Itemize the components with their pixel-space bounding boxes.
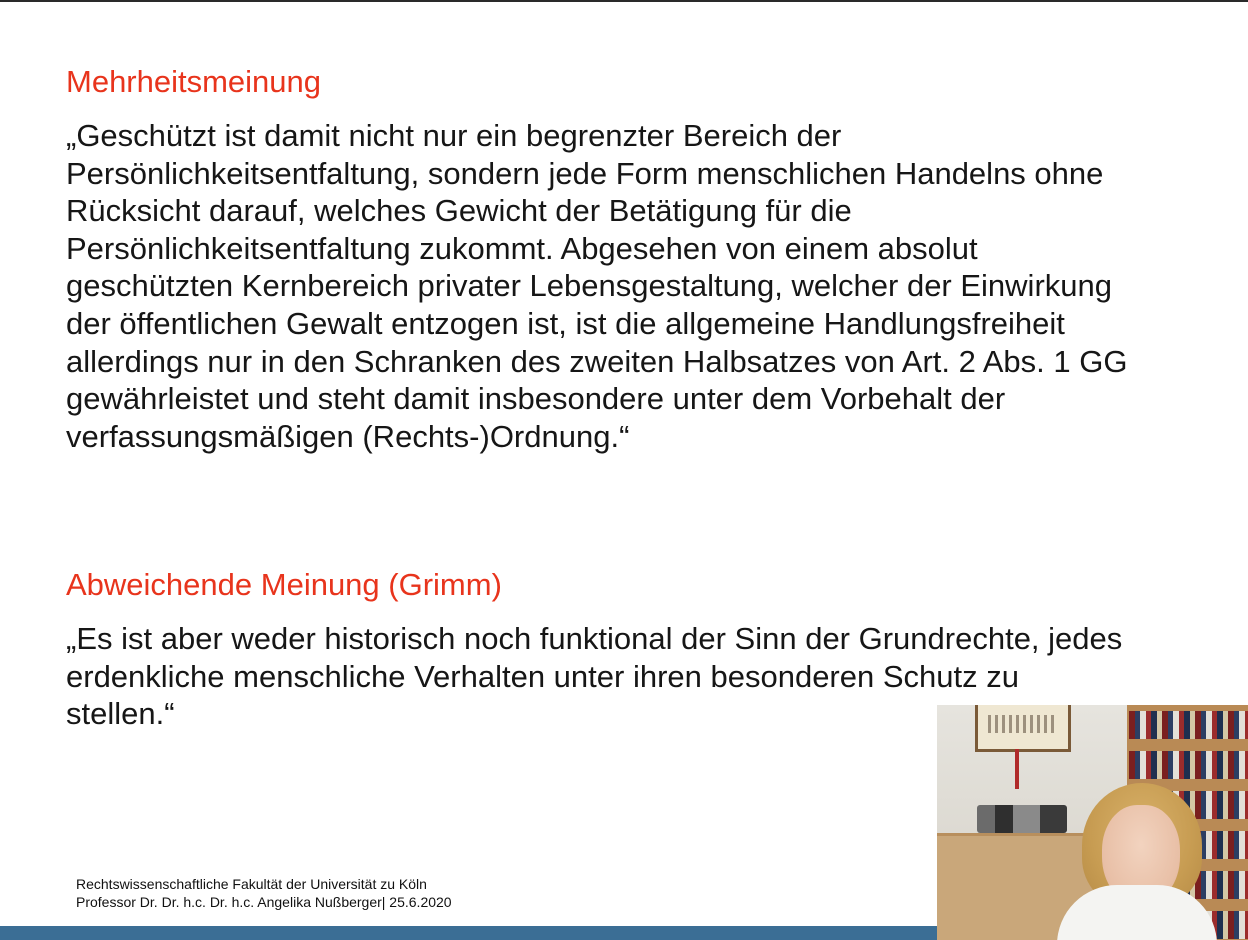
dissenting-opinion-quote: „Es ist aber weder historisch noch funktional der Sinn der Grundrechte, jedes erdenkliche menschliche Verhalten unter ihren besonderen Schutz zu stellen.“ — [66, 621, 1123, 732]
footer-faculty: Rechtswissenschaftliche Fakultät der Universität zu Köln — [76, 876, 427, 892]
webcam-desk-items — [977, 805, 1067, 833]
webcam-wall-picture — [975, 705, 1071, 752]
webcam-video-overlay[interactable] — [937, 705, 1248, 940]
majority-opinion-quote: „Geschützt ist damit nicht nur ein begrenzter Bereich der Persönlichkeitsentfaltung, sondern jede Form menschlichen Handelns ohne Rücksicht darauf, welches Gewicht der Betätigung für die Persönlichkeitsentfaltung zukommt. Abgesehen von einem absolut geschützten Kernbereich privater Lebensgestaltung, welcher der Einwirkung der öffentlichen Gewalt entzogen ist, ist die allgemeine Handlungsfreiheit allerdings nur in den Schranken des zweiten Halbsatzes von Art. 2 Abs. 1 GG gewährleistet und steht damit insbesondere unter dem Vorbehalt der verfassungsmäßigen (Rechts-)Ordnung.“ — [66, 118, 1128, 454]
majority-opinion-heading: Mehrheitsmeinung — [66, 64, 322, 99]
webcam-book-row — [1129, 751, 1248, 779]
top-border — [0, 0, 1248, 2]
dissenting-opinion-heading: Abweichende Meinung (Grimm) — [66, 567, 502, 602]
webcam-book-row — [1129, 711, 1248, 739]
webcam-red-ornament — [1015, 749, 1019, 789]
footer-author-date: Professor Dr. Dr. h.c. Dr. h.c. Angelika Nußberger| 25.6.2020 — [76, 894, 452, 910]
slide-footer — [76, 875, 452, 911]
